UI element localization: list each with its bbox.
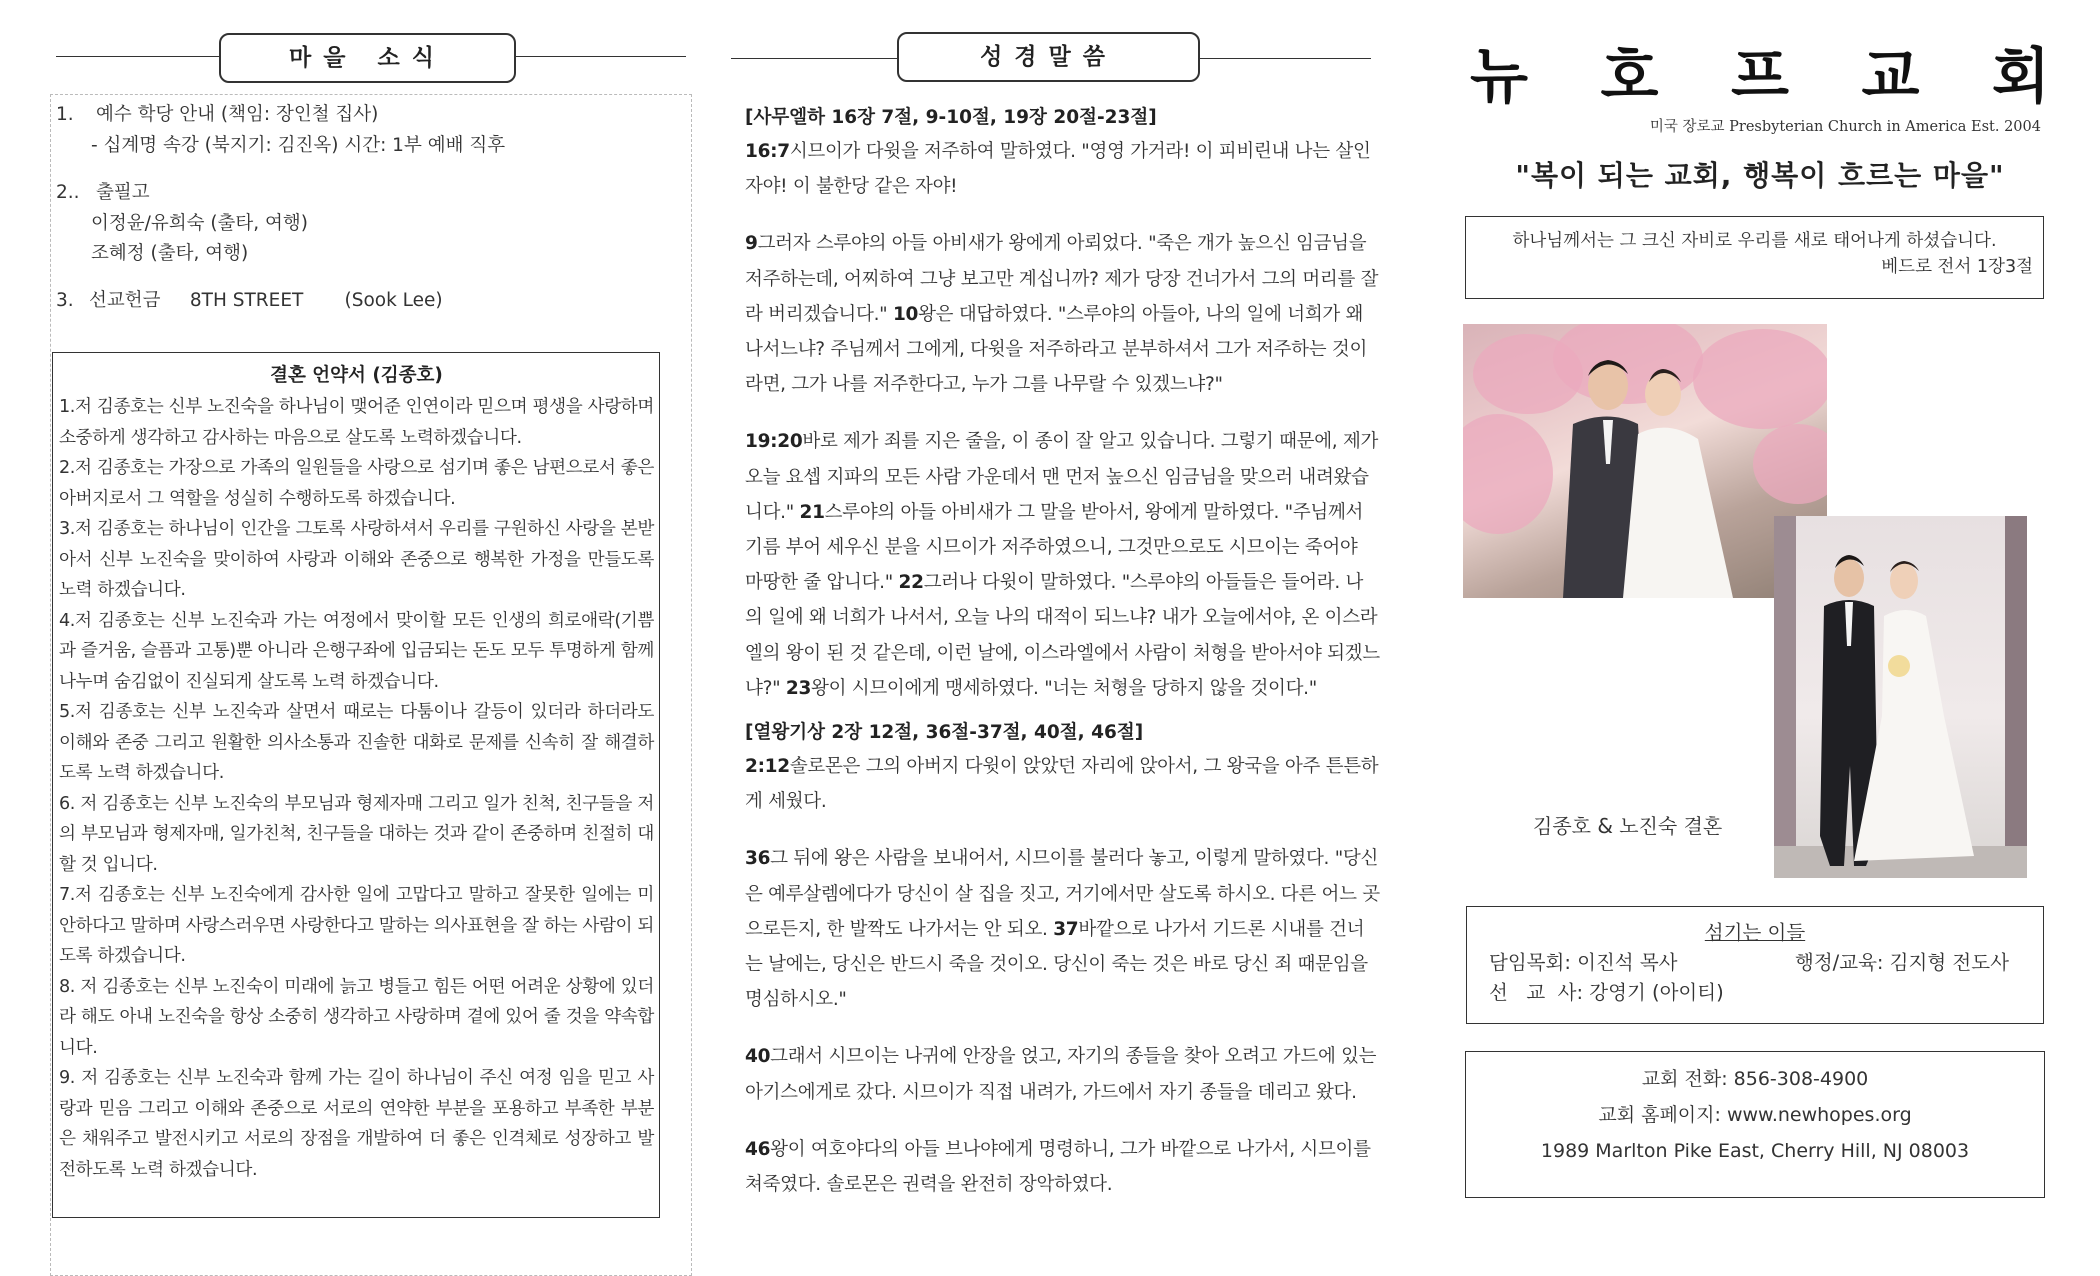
vow-paragraph: 6. 저 김종호는 신부 노진숙의 부모님과 형제자매 그리고 일가 친척, 친구들을 저의 부모님과 형제자매, 일가친척, 친구들을 대하는 것과 같이 존중하며 친절히 대할 것 입니다. — [59, 793, 654, 875]
wedding-vow-box — [52, 352, 660, 1218]
staff-missionary: 선 교 사: 강영기 (아이티) — [1489, 981, 1724, 1004]
wedding-vow-title: 결혼 언약서 (김종호) — [270, 365, 443, 386]
church-name: 뉴 호 프 교 회 — [1470, 42, 2050, 112]
vow-paragraph: 9. 저 김종호는 신부 노진숙과 함께 가는 길이 하나님이 주신 여정 임을 믿고 사랑과 믿음 그리고 이해와 존중으로 서로의 연약한 부분을 포용하고 부족한 부분은 채워주고 발전시키고 서로의 장점을 개발하여 더 좋은 인격체로 성장하고 발전하도록 노력 하겠습니다. — [59, 1068, 654, 1180]
contact-homepage: 교회 홈페이지: www.newhopes.org — [1598, 1104, 1912, 1126]
vow-paragraph: 3.저 김종호는 하나님이 인간을 그토록 사랑하셔서 우리를 구원하신 사랑을 본받아서 신부 노진숙을 맞이하여 사랑과 이해와 존중으로 행복한 가정을 만들도록 노력 하겠습니다. — [59, 519, 654, 600]
news-item-2-sub-2: 조혜정 (출타, 여행) — [91, 243, 249, 264]
contact-phone: 교회 전화: 856-308-4900 — [1641, 1068, 1869, 1090]
news-item-1: 1. 예수 학당 안내 (책임: 장인철 집사) — [56, 104, 379, 125]
church-subtitle: 미국 장로교 Presbyterian Church in America Est. 2004 — [1649, 119, 2041, 135]
scripture-paragraph: 16:7시므이가 다윗을 저주하여 말하였다. "영영 가거라! 이 피비린내 나는 살인자야! 이 불한당 같은 자야! — [745, 141, 1371, 198]
scripture-paragraph: 19:20바로 제가 죄를 지은 줄을, 이 종이 잘 알고 있습니다. 그렇기 때문에, 제가 오늘 요셉 지파의 모든 사람 가운데서 맨 먼저 높으신 임금님을 맞으러 내려왔습니다." 21스루야의 아들 아비새가 그 말을 받아서, 왕에게 말하였다. "주님께서 기름 부어 세우신 분을 시므이가 저주하였으니, 그것만으로도 시므이는 죽어야 마땅한 줄 압니다." 22그러나 다윗이 말하였다. "스루야의 아들들은 들어라. 나의 일에 왜 너희가 나서서, 오늘 나의 대적이 되느냐? 내가 오늘에서야, 온 이스라엘의 왕이 된 것 같은데, 이런 날에, 이스라엘에서 사람이 처형을 받아서야 되겠느냐?" 23왕이 시므이에게 맹세하였다. "너는 처형을 당하지 않을 것이다." — [745, 431, 1380, 699]
contact-box — [1465, 1051, 2045, 1198]
vow-paragraph: 4.저 김종호는 신부 노진숙과 가는 여정에서 맞이할 모든 인생의 희로애락(기쁨과 즐거움, 슬픔과 고통)뿐 아니라 은행구좌에 입금되는 돈도 모두 투명하게 함께 나누며 숨김없이 진실되게 살도록 노력 하겠습니다. — [59, 610, 654, 692]
couple-figure-1 — [1463, 324, 1827, 598]
wedding-photo-2 — [1774, 516, 2027, 878]
news-item-1-sub: - 십계명 속강 (북지기: 김진옥) 시간: 1부 예배 직후 — [91, 135, 506, 156]
vow-paragraph: 2.저 김종호는 가장으로 가족의 일원들을 사랑으로 섬기며 좋은 남편으로서 좋은 아버지로서 그 역할을 성실히 수행하도록 하겠습니다. — [59, 458, 654, 509]
village-news-header: 마을 소식 — [219, 33, 516, 83]
vow-paragraph: 7.저 김종호는 신부 노진숙에게 감사한 일에 고맙다고 말하고 잘못한 일에는 미안하다고 말하며 사랑스러우면 사랑한다고 말하는 의사표현을 잘 하는 사람이 되도록 하겠습니다. — [59, 885, 654, 966]
news-item-2-sub-1: 이정윤/유희숙 (출타, 여행) — [91, 213, 309, 234]
couple-figure-2 — [1774, 516, 2027, 878]
verse-box — [1465, 216, 2044, 299]
news-item-3: 3. 선교헌금 8TH STREET (Sook Lee) — [56, 290, 443, 311]
scripture-paragraph: 36그 뒤에 왕은 사람을 보내어서, 시므이를 불러다 놓고, 이렇게 말하였다. "당신은 예루살렘에다가 당신이 살 집을 짓고, 거기에서만 살도록 하시오. 다른 어느 곳으로든지, 한 발짝도 나가서는 안 되오. 37바깥으로 나가서 기드론 시내를 건너는 날에는, 당신은 반드시 죽을 것이오. 당신이 죽는 것은 바로 당신 죄 때문임을 명심하시오." — [745, 848, 1380, 1011]
staff-title: 섬기는 이들 — [1704, 921, 1806, 944]
vow-paragraph: 5.저 김종호는 신부 노진숙과 살면서 때로는 다툼이나 갈등이 있더라 하더라도 이해와 존중 그리고 원활한 의사소통과 진솔한 대화로 문제를 신속히 잘 해결하도록 노력 하겠습니다. — [59, 702, 654, 783]
staff-senior-pastor: 담임목회: 이진석 목사 — [1489, 951, 1678, 974]
staff-admin: 행정/교육: 김지형 전도사 — [1795, 951, 2009, 974]
vow-paragraph: 8. 저 김종호는 신부 노진숙이 미래에 늙고 병들고 힘든 어떤 어려운 상황에 있더라 해도 아내 노진숙을 항상 소중히 생각하고 사랑하며 곁에 있어 줄 것을 약속합니다. — [59, 976, 654, 1058]
wedding-photo-1 — [1463, 324, 1827, 598]
scripture-paragraph: 46왕이 여호야다의 아들 브나야에게 명령하니, 그가 바깥으로 나가서, 시므이를 쳐죽였다. 솔로몬은 권력을 완전히 장악하였다. — [745, 1138, 1371, 1196]
scripture-paragraph: 9그러자 스루야의 아들 아비새가 왕에게 아뢰었다. "죽은 개가 높으신 임금님을 저주하는데, 어찌하여 그냥 보고만 계십니까? 제가 당장 건너가서 그의 머리를 잘라 버리겠습니다." 10왕은 대답하였다. "스루야의 아들아, 나의 일에 너희가 왜 나서느냐? 주님께서 그에게, 다윗을 저주하라고 분부하셔서 그가 저주하는 것이라면, 그가 나를 저주한다고, 누가 그를 나무랄 수 있겠느냐?" — [745, 233, 1379, 396]
scripture-reference-2: [열왕기상 2장 12절, 36절-37절, 40절, 46절] — [745, 722, 1144, 744]
church-motto: "복이 되는 교회, 행복이 흐르는 마을" — [1515, 159, 2005, 192]
scripture-reference-1: [사무엘하 16장 7절, 9-10절, 19장 20절-23절] — [745, 107, 1157, 128]
scripture-paragraph: 2:12솔로몬은 그의 아버지 다윗이 앉았던 자리에 앉아서, 그 왕국을 아주 튼튼하게 세웠다. — [745, 756, 1379, 813]
staff-box — [1466, 906, 2044, 1024]
scripture-paragraph: 40그래서 시므이는 나귀에 안장을 얹고, 자기의 종들을 찾아 오려고 가드에 있는 아기스에게로 갔다. 시므이가 직접 내려가, 가드에서 자기 종들을 데리고 왔다. — [745, 1046, 1377, 1103]
scripture-header: 성경말씀 — [897, 32, 1200, 82]
verse-text: 하나님께서는 그 크신 자비로 우리를 새로 태어나게 하셨습니다. — [1512, 231, 1997, 251]
vow-paragraph: 1.저 김종호는 신부 노진숙을 하나님이 맺어준 인연이라 믿으며 평생을 사랑하며 소중하게 생각하고 감사하는 마음으로 살도록 노력하겠습니다. — [59, 397, 654, 448]
contact-address: 1989 Marlton Pike East, Cherry Hill, NJ 08003 — [1540, 1140, 1970, 1162]
verse-reference: 베드로 전서 1장3절 — [1881, 257, 2033, 277]
scripture-body — [745, 103, 1380, 1224]
news-item-2: 2.. 출필고 — [56, 182, 150, 203]
photo-caption: 김종호 & 노진숙 결혼 — [1533, 814, 1723, 838]
